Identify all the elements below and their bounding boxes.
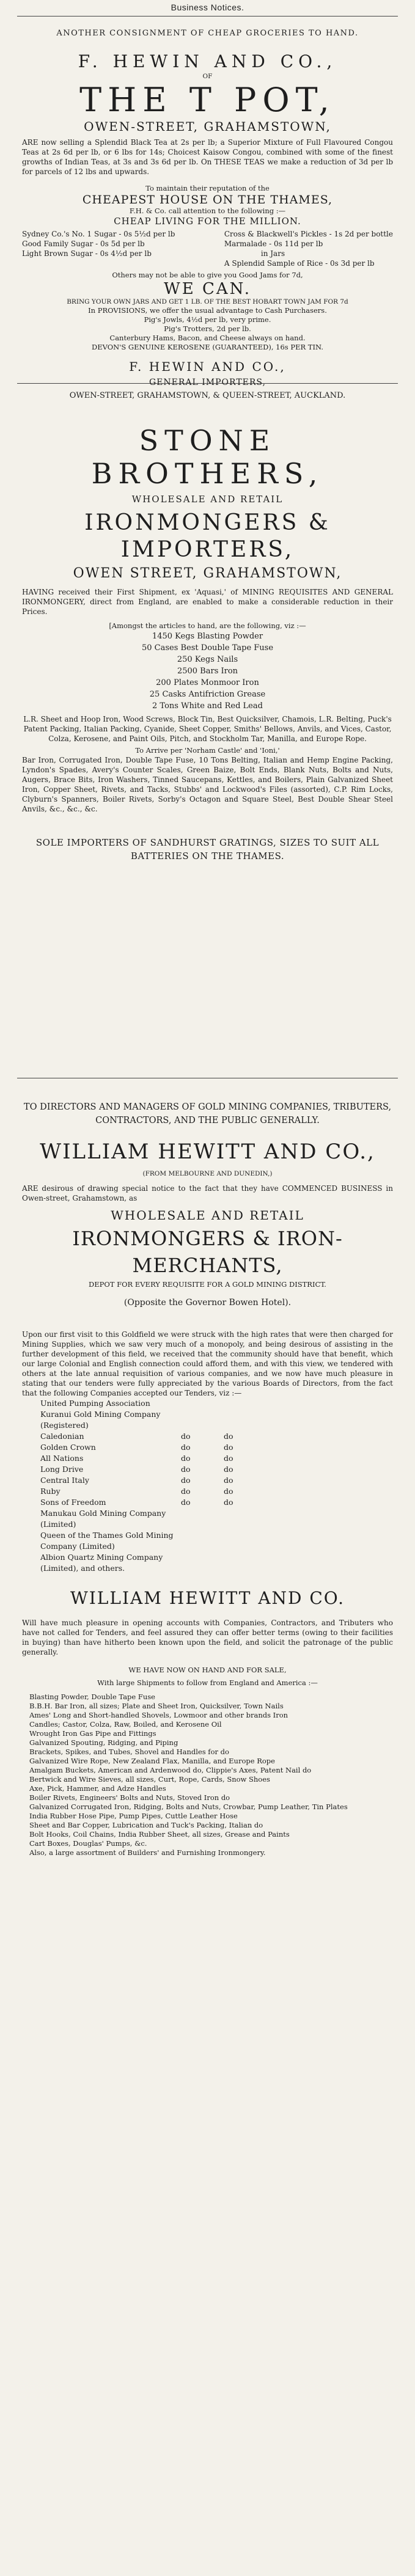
ad3-from: (FROM MELBOURNE AND DUNEDIN,) (142, 1170, 273, 1177)
company-cell: do (181, 1431, 191, 1441)
stock-line: Candles; Castor, Colza, Raw, Boiled, and Kerosene Oil (29, 1719, 222, 1729)
company-row (40, 1398, 393, 1409)
ad3-firm2: WILLIAM HEWITT AND CO. (70, 1587, 345, 1608)
pickle-line: Cross & Blackwell's Pickles - 1s 2d per bottle (224, 229, 393, 238)
stock-line: Sheet and Bar Copper, Lubrication and Tuck's Packing, Italian do (29, 1820, 263, 1829)
ad1-we-can: WE CAN. (164, 279, 251, 298)
stock-line: Brackets, Spikes, and Tubes, Shovel and Handles for do (29, 1747, 229, 1756)
ad1-sign-title: GENERAL IMPORTERS, (149, 378, 266, 387)
company-cell: Long Drive (40, 1464, 84, 1474)
ad3-to: TO DIRECTORS AND MANAGERS OF GOLD MINING COMPANIES, TRIBUTERS, CONTRACTORS, AND THE PUBLIC GENERALLY. (23, 1102, 392, 1125)
ad1-maintain: To maintain their reputation of the (145, 183, 270, 192)
company-cell: do (224, 1464, 233, 1474)
company-cell: do (181, 1464, 191, 1474)
stock-line: India Rubber Hose Pipe, Pump Pipes, Cuttle Leather Hose (29, 1811, 238, 1820)
ad3-trade: IRONMONGERS & IRON-MERCHANTS, (72, 1226, 343, 1277)
company-cell: Golden Crown (40, 1442, 96, 1452)
provision-item: Pig's Jowls, 4½d per lb, very prime. (144, 315, 271, 324)
stock-line: Boiler Rivets, Engineers' Bolts and Nuts, Stoved Iron do (29, 1793, 230, 1802)
stock-line: Axe, Pick, Hammer, and Adze Handles (29, 1784, 166, 1793)
ad3-opposite: (Opposite the Governor Bowen Hotel). (123, 1297, 292, 1308)
ad3-body2: Will have much pleasure in opening accounts with Companies, Contractors, and Tributers who have not called for Tenders, and feel assured they can offer better terms (owing to their facilities in buying) than have hitherto been known upon the field, and solicit the patronage of the public generally. (22, 1618, 393, 1656)
ad1-price-list (22, 229, 393, 268)
ad1-cheap-living: CHEAP LIVING FOR THE MILLION. (114, 215, 301, 227)
stock-line: B.B.H. Bar Iron, all sizes; Plate and Sheet Iron, Quicksilver, Town Nails (29, 1701, 284, 1710)
company-cell: United Pumping Association (40, 1398, 150, 1408)
company-cell: do (181, 1442, 191, 1452)
company-cell: do (224, 1453, 233, 1463)
ad1-firm: F. HEWIN AND CO., (78, 51, 337, 71)
stock-line: Blasting Powder, Double Tape Fuse (29, 1692, 155, 1701)
ad3-intro: ARE desirous of drawing special notice to the fact that they have COMMENCED BUSINESS in Owen-street, Grahamstown, as (22, 1184, 393, 1202)
company-cell: do (224, 1497, 233, 1507)
company-row (40, 1497, 393, 1508)
company-row (40, 1431, 393, 1442)
ad3-depot: DEPOT FOR EVERY REQUISITE FOR A GOLD MINING DISTRICT. (89, 1279, 326, 1289)
stock-line: Galvanized Wire Rope, New Zealand Flax, Manilla, and Europe Rope (29, 1756, 275, 1765)
ad1-of: OF (202, 73, 213, 80)
pickle-line: A Splendid Sample of Rice - 0s 3d per lb (224, 258, 375, 268)
company-cell: Ruby (40, 1486, 61, 1496)
company-cell: Caledonian (40, 1431, 84, 1441)
stock-line: Amalgam Buckets, American and Ardenwood do, Clippie's Axes, Patent Nail do (29, 1765, 312, 1774)
ad2-sub: WHOLESALE AND RETAIL (131, 494, 284, 505)
pickle-line: Marmalade - 0s 11d per lb (224, 239, 323, 248)
stock-line: Cart Boxes, Douglas' Pumps, &c. (29, 1839, 147, 1848)
company-list (22, 1398, 393, 1574)
stock-item: 2 Tons White and Red Lead (152, 701, 263, 711)
stock-line: Bertwick and Wire Sieves, all sizes, Curt, Rope, Cards, Snow Shoes (29, 1774, 270, 1784)
ad2-intro: HAVING received their First Shipment, ex 'Aquasi,' of MINING REQUISITES AND GENERAL IRONMONGERY, direct from England, are enabled to make a considerable reduction in their Prices. (22, 588, 393, 616)
ad2-among: [Amongst the articles to hand, are the following, viz :— (109, 621, 306, 630)
ad3-now: WE HAVE NOW ON HAND AND FOR SALE, (128, 1665, 287, 1674)
ad2-firm: STONE BROTHERS, (91, 424, 324, 490)
stock-line: Bolt Hooks, Coil Chains, India Rubber Sheet, all sizes, Grease and Paints (29, 1829, 290, 1839)
company-row (40, 1486, 393, 1497)
company-cell: All Nations (40, 1453, 84, 1463)
stock-item: 1450 Kegs Blasting Powder (152, 632, 263, 641)
stock-line: Wrought Iron Gas Pipe and Fittings (29, 1729, 156, 1738)
company-cell: do (224, 1431, 233, 1441)
ad1-intro: ARE now selling a Splendid Black Tea at 2s per lb; a Superior Mixture of Full Flavoured Congou Teas at 2s 6d per lb, or 6 lbs for 14s; Choicest Kaisow Congou, combined with some of the finest growths of Indian Teas, at 3s and 3s 6d per lb. On THESE TEAS we make a reduction of 3d per lb for parcels of 12 lbs and upwards. (22, 137, 393, 176)
company-cell: Sons of Freedom (40, 1497, 106, 1507)
ad2-body2: Bar Iron, Corrugated Iron, Double Tape Fuse, 10 Tons Belting, Italian and Hemp Engine Packing, Lyndon's Spades, Avery's Counter Scales, Green Baize, Bolt Ends, Blank Nuts, Bolts and Nuts, Augers, Brace Bits, Iron Washers, Tinned Saucepans, Kettles, and Boilers, Plain Galvanized Sheet Iron, Copper Sheet, Rivets, and Tacks, Stubbs' and Lockwood's Files (assorted), C.P. Rim Locks, Clyburn's Spanners, Boiler Rivets, Sorby's Octagon and Square Steel, Best Double Shear Steel Anvils, &c., &c., &c. (22, 756, 393, 813)
ad1-sign-firm: F. HEWIN AND CO., (129, 359, 286, 374)
company-cell: do (224, 1442, 233, 1452)
provision-item: Pig's Trotters, 2d per lb. (164, 324, 251, 333)
ad1-attention: F.H. & Co. call attention to the following :— (129, 206, 286, 215)
provision-item: Canterbury Hams, Bacon, and Cheese always on hand. (109, 334, 306, 342)
ad3-body: Upon our first visit to this Goldfield we were struck with the high rates that were then charged for Mining Supplies, which we saw very much of a monopoly, and being desirous of assisting in the further development of this field, we received that the community should have that benefit, which our large Colonial and English connection could afford them, and with this view, we tendered with others at the late annual requisition of various companies, and we now have much pleasure in stating that our tenders were fully appreciated by the various Boards of Directors, from the fact that the following Companies accepted our Tenders, viz :— (22, 1330, 393, 1397)
ad2-sole: SOLE IMPORTERS OF SANDHURST GRATINGS, SIZES TO SUIT ALL BATTERIES ON THE THAMES. (35, 837, 380, 862)
company-cell: do (181, 1475, 191, 1485)
ad2-trade: IRONMONGERS & IMPORTERS, (84, 510, 331, 562)
hewin-advert (0, 29, 415, 400)
company-cell (181, 1508, 224, 1530)
stock-item: 25 Casks Antifriction Grease (149, 690, 266, 699)
company-cell (224, 1552, 266, 1574)
ad1-street: OWEN-STREET, GRAHAMSTOWN, (84, 119, 331, 134)
company-cell: do (181, 1453, 191, 1463)
company-cell (224, 1530, 266, 1552)
ad2-arrive: To Arrive per 'Norham Castle' and 'Ioni,' (135, 746, 280, 755)
company-row (40, 1508, 393, 1530)
ad3-sub: WHOLESALE AND RETAIL (111, 1207, 304, 1223)
company-row (40, 1464, 393, 1475)
company-cell: Kuranui Gold Mining Company (Registered) (40, 1409, 161, 1430)
company-cell: do (224, 1486, 233, 1496)
pickle-line: in Jars (260, 249, 285, 258)
hewitt-advert (0, 1100, 415, 2567)
ad3-stock-list (22, 1692, 393, 1857)
company-row (40, 1442, 393, 1453)
ad2-street: OWEN STREET, GRAHAMSTOWN, (73, 566, 342, 581)
company-row (40, 1409, 393, 1431)
ad1-sign-address: OWEN-STREET, GRAHAMSTOWN, & QUEEN-STREET, AUCKLAND. (69, 391, 346, 400)
company-cell: do (181, 1497, 191, 1507)
ad1-jam: BRING YOUR OWN JARS AND GET 1 LB. OF THE BEST HOBART TOWN JAM FOR 7d (67, 298, 348, 306)
stock-item: 250 Kegs Nails (177, 655, 238, 664)
sugar-line: Light Brown Sugar - 0s 4½d per lb (22, 249, 152, 258)
ad1-shop-name: THE T POT, (79, 80, 336, 119)
company-cell (224, 1409, 266, 1431)
sugar-column (22, 229, 175, 268)
company-row (40, 1453, 393, 1464)
company-cell: Queen of the Thames Gold Mining Company (Limited) (40, 1530, 174, 1551)
company-cell: Central Italy (40, 1475, 89, 1485)
company-row (40, 1475, 393, 1486)
company-cell: do (181, 1486, 191, 1496)
sugar-line: Sydney Co.'s No. 1 Sugar - 0s 5½d per lb (22, 229, 175, 238)
ad1-others: Others may not be able to give you Good Jams for 7d, (112, 270, 303, 279)
ad1-provisions: In PROVISIONS, we offer the usual advantage to Cash Purchasers. (88, 306, 327, 315)
company-cell (224, 1508, 266, 1530)
sugar-line: Good Family Sugar - 0s 5d per lb (22, 239, 145, 248)
ad1-cheapest: CHEAPEST HOUSE ON THE THAMES, (82, 192, 333, 207)
company-cell: do (224, 1475, 233, 1485)
stone-brothers-advert (0, 424, 415, 1035)
pickles-column (224, 229, 393, 268)
ad2-body1: L.R. Sheet and Hoop Iron, Wood Screws, Block Tin, Best Quicksilver, Chamois, L.R. Belting, Puck's Patent Packing, Italian Packing, Cyanide, Sheet Copper, Smiths' Bellows, Anvils, and Vices, Castor, Colza, Kerosene, and Paint Oils, Pitch, and Stockholm Tar, Manilla, and Europe Rope. (23, 715, 392, 743)
stock-line: Galvanized Corrugated Iron, Ridging, Bolts and Nuts, Crowbar, Pump Leather, Tin Plates (29, 1802, 348, 1811)
stock-item: 200 Plates Monmoor Iron (156, 678, 259, 687)
company-row (40, 1530, 393, 1552)
ad2-items (22, 631, 393, 712)
company-cell (224, 1398, 266, 1409)
company-row (40, 1552, 393, 1574)
company-cell: Albion Quartz Mining Company (Limited), and others. (40, 1552, 163, 1573)
company-cell (181, 1398, 224, 1409)
stock-line: Galvanized Spouting, Ridging, and Piping (29, 1738, 178, 1747)
stock-line: Also, a large assortment of Builders' and Furnishing Ironmongery. (29, 1848, 266, 1857)
company-cell: Manukau Gold Mining Company (Limited) (40, 1508, 166, 1529)
company-cell (181, 1552, 224, 1574)
company-cell (181, 1530, 224, 1552)
ad1-headline: ANOTHER CONSIGNMENT OF CHEAP GROCERIES TO HAND. (56, 29, 359, 38)
company-cell (181, 1409, 224, 1431)
ad1-kerosene: DEVON'S GENUINE KEROSENE (GUARANTEED), 16s PER TIN. (91, 343, 323, 351)
ad3-shipments: With large Shipments to follow from England and America :— (97, 1678, 318, 1687)
ad3-firm: WILLIAM HEWITT AND CO., (40, 1140, 375, 1164)
stock-item: 2500 Bars Iron (177, 667, 238, 676)
page-header: Business Notices. (171, 2, 244, 12)
stock-line: Ames' Long and Short-handled Shovels, Lowmoor and other brands Iron (29, 1710, 288, 1719)
stock-item: 50 Cases Best Double Tape Fuse (141, 643, 274, 653)
